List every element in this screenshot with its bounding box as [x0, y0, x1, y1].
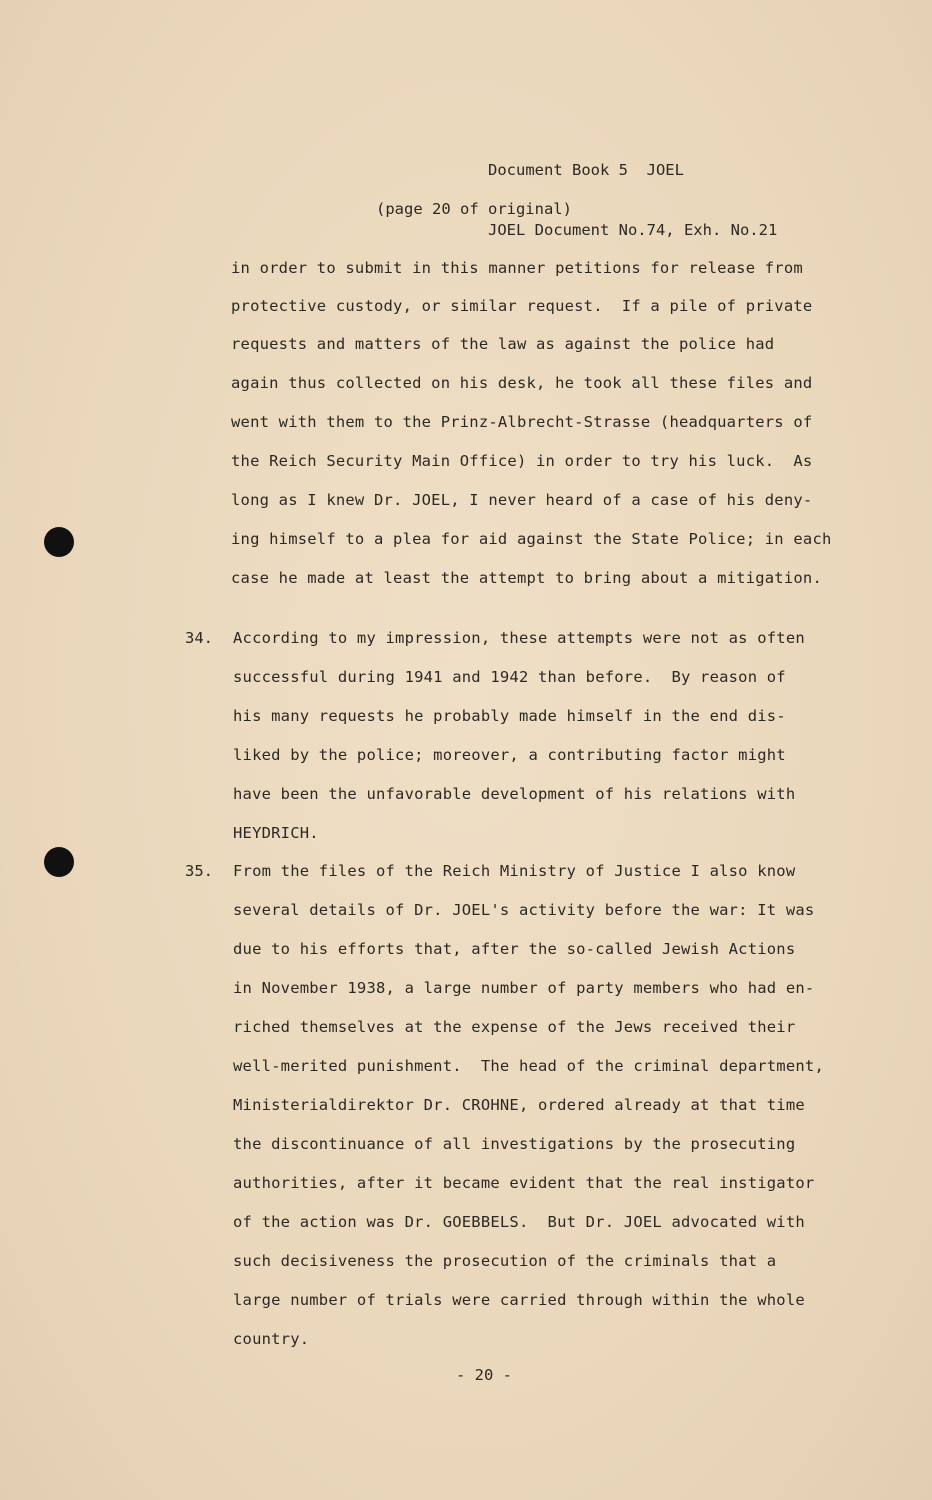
text-line: liked by the police; moreover, a contributing factor might — [233, 746, 786, 764]
paragraph-number: 35. — [185, 862, 213, 880]
page-reference: (page 20 of original) — [376, 200, 572, 218]
text-line: long as I knew Dr. JOEL, I never heard of a case of his deny- — [231, 491, 813, 509]
text-line: riched themselves at the expense of the Jews received their — [233, 1018, 796, 1036]
text-line: have been the unfavorable development of his relations with — [233, 785, 796, 803]
text-line: country. — [233, 1330, 310, 1348]
text-line: According to my impression, these attempts were not as often — [233, 629, 805, 647]
punch-hole — [44, 527, 74, 557]
text-line: several details of Dr. JOEL's activity before the war: It was — [233, 901, 815, 919]
text-line: his many requests he probably made himself in the end dis- — [233, 707, 786, 725]
text-line: such decisiveness the prosecution of the criminals that a — [233, 1252, 777, 1270]
text-line: case he made at least the attempt to bring about a mitigation. — [231, 569, 822, 587]
text-line: successful during 1941 and 1942 than before. By reason of — [233, 668, 786, 686]
text-line: in November 1938, a large number of party members who had en- — [233, 979, 815, 997]
header-line-1: Document Book 5 JOEL — [488, 161, 684, 179]
text-line: went with them to the Prinz-Albrecht-Strasse (headquarters of — [231, 413, 813, 431]
text-line: requests and matters of the law as against the police had — [231, 335, 775, 353]
text-line: HEYDRICH. — [233, 824, 319, 842]
text-line: the discontinuance of all investigations by the prosecuting — [233, 1135, 796, 1153]
text-line: Ministerialdirektor Dr. CROHNE, ordered already at that time — [233, 1096, 805, 1114]
paragraph-number: 34. — [185, 629, 213, 647]
text-line: protective custody, or similar request. If a pile of private — [231, 297, 813, 315]
text-line: again thus collected on his desk, he took all these files and — [231, 374, 813, 392]
text-line: the Reich Security Main Office) in order to try his luck. As — [231, 452, 813, 470]
text-line: in order to submit in this manner petitions for release from — [231, 259, 803, 277]
text-line: authorities, after it became evident that the real instigator — [233, 1174, 815, 1192]
punch-hole — [44, 847, 74, 877]
page-number: - 20 - — [456, 1366, 512, 1384]
text-line: due to his efforts that, after the so-called Jewish Actions — [233, 940, 796, 958]
text-line: From the files of the Reich Ministry of Justice I also know — [233, 862, 796, 880]
text-line: large number of trials were carried through within the whole — [233, 1291, 805, 1309]
text-line: ing himself to a plea for aid against the State Police; in each — [231, 530, 832, 548]
text-line: of the action was Dr. GOEBBELS. But Dr. JOEL advocated with — [233, 1213, 805, 1231]
header-line-2: JOEL Document No.74, Exh. No.21 — [488, 221, 778, 239]
text-line: well-merited punishment. The head of the criminal department, — [233, 1057, 824, 1075]
